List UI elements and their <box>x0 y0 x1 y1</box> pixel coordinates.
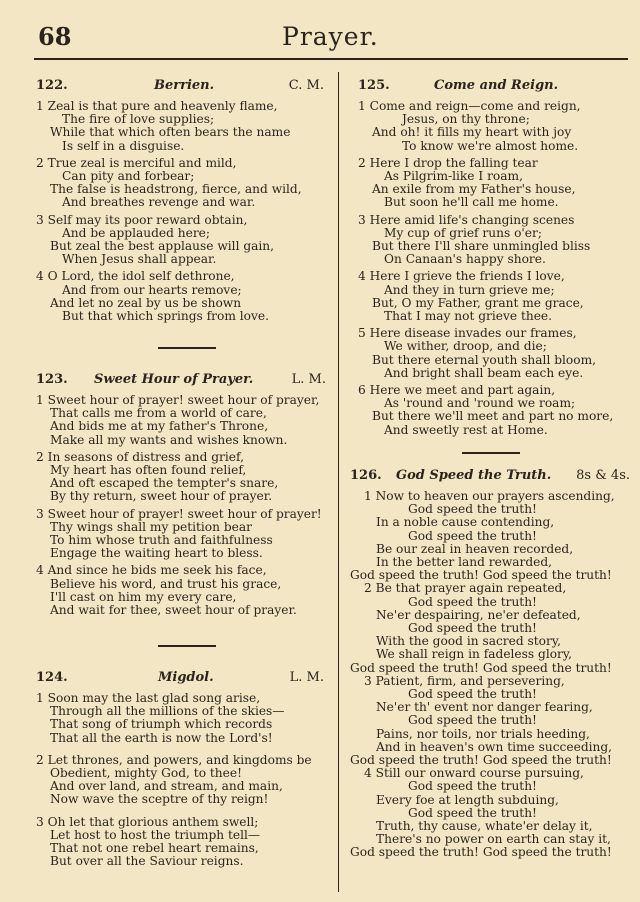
verse-line: Make all my wants and wishes known. <box>50 432 288 447</box>
verse-line: And sweetly rest at Home. <box>384 422 548 437</box>
verse-line: 1 Now to heaven our prayers ascending, <box>364 489 615 503</box>
stanza <box>36 100 324 153</box>
verse-line: God speed the truth! God speed the truth! <box>350 753 612 768</box>
verse-line: Let host to host the triumph tell— <box>50 827 261 842</box>
verse-line: With the good in sacred story, <box>376 634 561 649</box>
verse-line: When Jesus shall appear. <box>62 252 217 267</box>
verse-line: 3 Oh let that glorious anthem swell; <box>36 814 259 829</box>
verse-line: 4 And since he bids me seek his face, <box>36 563 267 578</box>
stanza <box>36 394 326 447</box>
verse-line: 1 Sweet hour of prayer! sweet hour of prayer, <box>36 393 320 407</box>
verse-line: The fire of love supplies; <box>62 112 215 127</box>
stanza <box>36 508 326 561</box>
verse-line: God speed the truth! <box>408 528 537 543</box>
verse-line: 3 Sweet hour of prayer! sweet hour of prayer! <box>36 506 322 521</box>
verse-line: I'll cast on him my every care, <box>50 589 237 604</box>
verse-line: My heart has often found relief, <box>50 463 247 478</box>
verse-line: 2 True zeal is merciful and mild, <box>36 155 237 170</box>
hymn-meter: C. M. <box>288 78 324 93</box>
verse-line: And oh! it fills my heart with joy <box>372 125 572 140</box>
verse-line: And bids me at my father's Throne, <box>50 419 269 434</box>
verse-line: And be applauded here; <box>62 225 210 240</box>
hymn-meter: L. M. <box>291 372 326 387</box>
verse-line: My cup of grief runs o'er; <box>384 225 542 240</box>
verse-line: Truth, thy cause, whate'er delay it, <box>376 819 593 834</box>
stanza <box>36 754 324 807</box>
verse-line: An exile from my Father's house, <box>372 182 576 197</box>
verse-line: In the better land rewarded, <box>376 555 553 570</box>
hymn-number: 126. <box>350 468 382 483</box>
verse-line: But soon he'll call me home. <box>384 195 559 210</box>
hymn-title: Come and Reign. <box>434 78 559 93</box>
verse-line: 1 Come and reign—come and reign, <box>358 99 581 113</box>
verse-line: God speed the truth! God speed the truth! <box>350 660 612 675</box>
verse-line: As 'round and 'round we roam; <box>384 396 576 411</box>
verse-line: Now wave the sceptre of thy reign! <box>50 792 269 807</box>
verse-line: And they in turn grieve me; <box>384 282 555 297</box>
verse-line: That all the earth is now the Lord's! <box>50 730 273 745</box>
stanza <box>350 767 630 859</box>
page-number: 68 <box>38 22 72 51</box>
verse-line: But over all the Saviour reigns. <box>50 854 244 869</box>
stanza <box>36 692 324 745</box>
verse-line: While that which often bears the name <box>50 125 291 140</box>
hymn-header <box>36 670 324 688</box>
verse-line: 4 Still our onward course pursuing, <box>364 766 584 781</box>
hymn-meter: 8s & 4s. <box>576 468 630 483</box>
stanza <box>358 270 618 323</box>
verse-line: And bright shall beam each eye. <box>384 365 584 380</box>
section-divider <box>158 645 216 647</box>
verse-line: 3 Self may its poor reward obtain, <box>36 212 248 227</box>
hymn-title: Sweet Hour of Prayer. <box>94 372 254 387</box>
hymn-123 <box>36 372 326 617</box>
verse-line: 2 Be that prayer again repeated, <box>364 581 567 596</box>
hymn-122 <box>36 78 324 323</box>
hymn-124 <box>36 670 324 868</box>
verse-line: God speed the truth! <box>408 594 537 609</box>
stanza <box>358 100 618 153</box>
verse-line: Jesus, on thy throne; <box>402 112 530 127</box>
stanza <box>350 490 630 582</box>
verse-line: God speed the truth! <box>408 621 537 636</box>
verse-line: As Pilgrim-like I roam, <box>384 169 523 184</box>
verse-line: 4 O Lord, the idol self dethrone, <box>36 269 235 284</box>
verse-line: God speed the truth! <box>408 713 537 728</box>
verse-line: Thy wings shall my petition bear <box>50 519 252 534</box>
verse-line: 3 Here amid life's changing scenes <box>358 212 575 227</box>
hymn-header <box>358 78 618 96</box>
verse-line: That song of triumph which records <box>50 717 273 732</box>
verse-line: 2 Let thrones, and powers, and kingdoms be <box>36 752 312 767</box>
hymn-title: Berrien. <box>154 78 215 93</box>
verse-line: And from our hearts remove; <box>62 282 242 297</box>
stanza <box>358 214 618 267</box>
stanza <box>358 327 618 380</box>
hymn-meter: L. M. <box>289 670 324 685</box>
verse-line: And in heaven's own time succeeding, <box>376 739 613 754</box>
verse-line: Be our zeal in heaven recorded, <box>376 541 574 556</box>
stanza <box>36 214 324 267</box>
verse-line: By thy return, sweet hour of prayer. <box>50 489 273 504</box>
verse-line: Engage the waiting heart to bless. <box>50 546 263 561</box>
verse-line: In a noble cause contending, <box>376 515 555 530</box>
verse-line: Pains, nor toils, nor trials heeding, <box>376 726 590 741</box>
verse-line: We shall reign in fadeless glory, <box>376 647 573 662</box>
stanza <box>36 564 326 617</box>
verse-line: God speed the truth! <box>408 779 537 794</box>
verse-line: Can pity and forbear; <box>62 169 195 184</box>
verse-line: 5 Here disease invades our frames, <box>358 326 577 341</box>
verse-line: And breathes revenge and war. <box>62 195 256 210</box>
hymn-title: God Speed the Truth. <box>396 468 552 483</box>
stanza <box>36 816 324 869</box>
hymn-number: 124. <box>36 670 68 685</box>
hymn-number: 123. <box>36 372 68 387</box>
verse-line: And wait for thee, sweet hour of prayer. <box>50 603 297 618</box>
verse-line: 2 Here I drop the falling tear <box>358 155 538 170</box>
column-divider <box>338 72 339 892</box>
verse-line: To him whose truth and faithfulness <box>50 533 273 548</box>
verse-line: Believe his word, and trust his grace, <box>50 576 282 591</box>
verse-line: But that which springs from love. <box>62 309 269 324</box>
hymn-header <box>36 78 324 96</box>
verse-line: But there I'll share unmingled bliss <box>372 239 591 254</box>
section-divider <box>158 347 216 349</box>
hymn-125 <box>358 78 618 437</box>
hymn-number: 125. <box>358 78 390 93</box>
verse-line: God speed the truth! <box>408 805 537 820</box>
verse-line: Through all the millions of the skies— <box>50 704 285 719</box>
verse-line: Obedient, mighty God, to thee! <box>50 766 242 781</box>
verse-line: 3 Patient, firm, and persevering, <box>364 673 565 688</box>
verse-line: Is self in a disguise. <box>62 138 185 153</box>
verse-line: To know we're almost home. <box>402 138 579 153</box>
verse-line: Ne'er despairing, ne'er defeated, <box>376 607 581 622</box>
verse-line: 4 Here I grieve the friends I love, <box>358 269 565 284</box>
verse-line: 6 Here we meet and part again, <box>358 383 556 398</box>
hymn-title: Migdol. <box>158 670 214 685</box>
verse-line: God speed the truth! <box>408 502 537 517</box>
verse-line: And over land, and stream, and main, <box>50 779 283 794</box>
verse-line: God speed the truth! God speed the truth! <box>350 568 612 583</box>
verse-line: On Canaan's happy shore. <box>384 252 546 267</box>
verse-line: God speed the truth! God speed the truth! <box>350 845 612 860</box>
stanza <box>36 451 326 504</box>
verse-line: Every foe at length subduing, <box>376 792 559 807</box>
verse-line: We wither, droop, and die; <box>384 339 547 354</box>
stanza <box>350 675 630 767</box>
verse-line: But there eternal youth shall bloom, <box>372 352 597 367</box>
stanza <box>358 384 618 437</box>
page-title: Prayer. <box>282 22 379 51</box>
verse-line: But there we'll meet and part no more, <box>372 409 614 424</box>
section-divider <box>462 452 520 454</box>
hymn-header <box>350 468 630 486</box>
verse-line: The false is headstrong, fierce, and wild, <box>50 182 302 197</box>
verse-line: 2 In seasons of distress and grief, <box>36 449 244 464</box>
verse-line: That I may not grieve thee. <box>384 309 553 324</box>
verse-line: But, O my Father, grant me grace, <box>372 295 584 310</box>
hymn-number: 122. <box>36 78 68 93</box>
verse-line: God speed the truth! <box>408 687 537 702</box>
stanza <box>350 582 630 674</box>
verse-line: 1 Soon may the last glad song arise, <box>36 691 261 705</box>
verse-line: And let no zeal by us be shown <box>50 295 242 310</box>
stanza <box>36 157 324 210</box>
verse-line: That calls me from a world of care, <box>50 406 267 421</box>
verse-line: But zeal the best applause will gain, <box>50 239 275 254</box>
hymn-header <box>36 372 326 390</box>
verse-line: And oft escaped the tempter's snare, <box>50 476 279 491</box>
verse-line: There's no power on earth can stay it, <box>376 832 611 847</box>
stanza <box>358 157 618 210</box>
verse-line: 1 Zeal is that pure and heavenly flame, <box>36 99 278 113</box>
hymn-126 <box>350 468 630 860</box>
stanza <box>36 270 324 323</box>
header-rule <box>34 58 628 60</box>
verse-line: Ne'er th' event nor danger fearing, <box>376 700 593 715</box>
verse-line: That not one rebel heart remains, <box>50 841 259 856</box>
